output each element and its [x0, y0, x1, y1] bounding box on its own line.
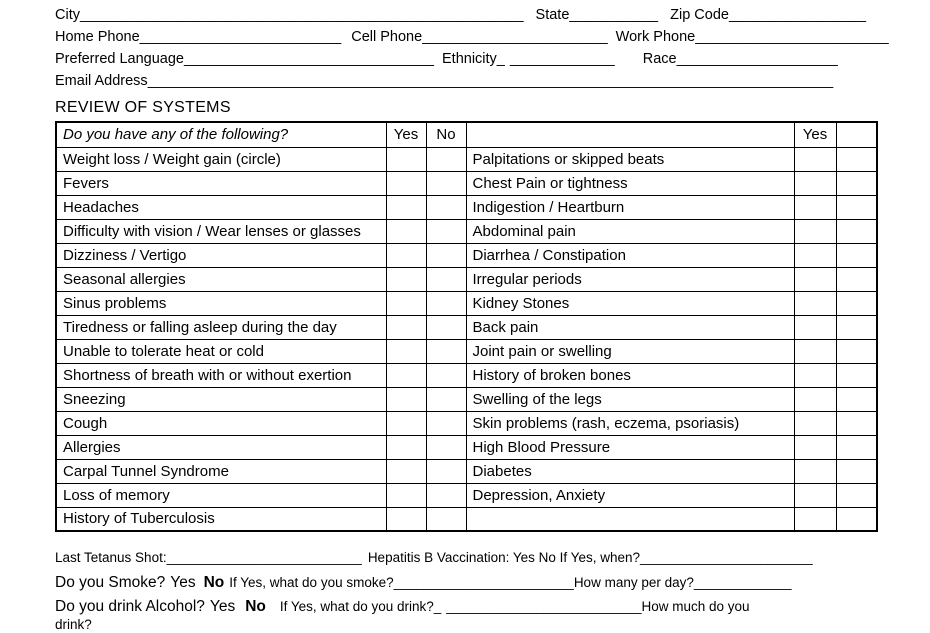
yes-cell-left[interactable]	[386, 315, 426, 339]
table-question: Do you have any of the following?	[56, 122, 386, 147]
yes-cell-right[interactable]	[794, 291, 836, 315]
table-row	[56, 411, 877, 435]
symptom-label-left: Sneezing	[56, 387, 386, 411]
symptom-label-right: Swelling of the legs	[466, 387, 794, 411]
no-cell-left[interactable]	[426, 267, 466, 291]
symptom-label-left: Unable to tolerate heat or cold	[56, 339, 386, 363]
contact-line-email	[55, 70, 876, 92]
smoke-question-label: Do you Smoke?	[55, 574, 166, 591]
yes-cell-left[interactable]	[386, 267, 426, 291]
preferred-language-label: Preferred Language	[55, 51, 184, 67]
no-cell-left[interactable]	[426, 363, 466, 387]
smoke-no-option[interactable]: No	[203, 574, 225, 591]
tetanus-hepatitis-line	[55, 549, 876, 566]
table-row	[56, 435, 877, 459]
yes-column-header-left: Yes	[386, 122, 426, 147]
no-cell-left[interactable]	[426, 483, 466, 507]
symptom-label-left: Carpal Tunnel Syndrome	[56, 459, 386, 483]
no-cell-right[interactable]	[836, 363, 877, 387]
city-label: City	[55, 7, 80, 23]
yes-cell-right[interactable]	[794, 459, 836, 483]
no-cell-right[interactable]	[836, 435, 877, 459]
symptom-label-left: Seasonal allergies	[56, 267, 386, 291]
symptom-label-left: Cough	[56, 411, 386, 435]
home-phone-label: Home Phone	[55, 29, 140, 45]
symptom-label-right: Kidney Stones	[466, 291, 794, 315]
no-cell-right[interactable]	[836, 387, 877, 411]
section-title-review-of-systems: REVIEW OF SYSTEMS	[55, 99, 231, 116]
yes-cell-left[interactable]	[386, 483, 426, 507]
no-cell-left[interactable]	[426, 315, 466, 339]
yes-cell-right[interactable]	[794, 219, 836, 243]
cell-phone-label: Cell Phone	[351, 29, 423, 45]
yes-cell-right[interactable]	[794, 147, 836, 171]
table-row	[56, 267, 877, 291]
no-cell-right[interactable]	[836, 171, 877, 195]
no-cell-left[interactable]	[426, 387, 466, 411]
zip-code-label: Zip Code	[670, 7, 729, 23]
symptom-label-right: Palpitations or skipped beats	[466, 147, 794, 171]
yes-cell-right[interactable]	[794, 483, 836, 507]
symptom-label-left: Weight loss / Weight gain (circle)	[56, 147, 386, 171]
zip-code-blank[interactable]: _________________	[728, 7, 867, 23]
no-cell-right[interactable]	[836, 219, 877, 243]
symptom-label-right: Diarrhea / Constipation	[466, 243, 794, 267]
no-cell-left[interactable]	[426, 411, 466, 435]
symptom-label-left: History of Tuberculosis	[56, 507, 386, 531]
no-cell-right[interactable]	[836, 243, 877, 267]
city-blank[interactable]: _______________________________________________________	[79, 7, 524, 23]
yes-cell-left[interactable]	[386, 195, 426, 219]
smoke-what-blank[interactable]: ________________________	[393, 575, 574, 590]
symptom-label-left: Headaches	[56, 195, 386, 219]
yes-cell-left[interactable]	[386, 435, 426, 459]
symptom-label-right: Skin problems (rash, eczema, psoriasis)	[466, 411, 794, 435]
how-much-label: How much do you	[641, 599, 750, 614]
table-row	[56, 459, 877, 483]
alcohol-question-label: Do you drink Alcohol?	[55, 598, 205, 615]
table-row	[56, 243, 877, 267]
no-cell-right[interactable]	[836, 267, 877, 291]
cell-phone-blank[interactable]: _______________________	[422, 29, 608, 45]
yes-cell-left[interactable]	[386, 459, 426, 483]
race-blank[interactable]: ____________________	[676, 51, 838, 67]
yes-cell-right[interactable]	[794, 339, 836, 363]
yes-cell-right[interactable]	[794, 435, 836, 459]
state-blank[interactable]: ___________	[569, 7, 659, 23]
contact-line-phones	[55, 26, 889, 48]
tetanus-blank[interactable]: __________________________	[166, 550, 362, 565]
no-cell-right[interactable]	[836, 291, 877, 315]
work-phone-label: Work Phone	[615, 29, 696, 45]
per-day-blank[interactable]: _____________	[693, 575, 792, 590]
yes-column-header-right: Yes	[794, 122, 836, 147]
table-row	[56, 315, 877, 339]
yes-cell-left[interactable]	[386, 411, 426, 435]
how-much-cutoff-text: drink?	[55, 617, 92, 632]
table-row	[56, 291, 877, 315]
home-phone-blank[interactable]: _________________________	[139, 29, 342, 45]
table-row	[56, 483, 877, 507]
yes-cell-left[interactable]	[386, 219, 426, 243]
table-row	[56, 339, 877, 363]
symptom-label-left: Tiredness or falling asleep during the day	[56, 315, 386, 339]
smoke-yes-option[interactable]: Yes	[170, 574, 196, 591]
table-row	[56, 387, 877, 411]
alcohol-question-line	[55, 597, 876, 616]
no-cell-left[interactable]	[426, 507, 466, 531]
no-cell-left[interactable]	[426, 195, 466, 219]
no-cell-left[interactable]	[426, 243, 466, 267]
no-cell-right[interactable]	[836, 483, 877, 507]
table-header-row	[56, 122, 877, 147]
yes-cell-right[interactable]	[794, 267, 836, 291]
no-cell-left[interactable]	[426, 147, 466, 171]
symptom-label-right: Irregular periods	[466, 267, 794, 291]
yes-cell-right[interactable]	[794, 387, 836, 411]
hepatitis-when-blank[interactable]: _______________________	[640, 550, 813, 565]
symptom-label-left: Loss of memory	[56, 483, 386, 507]
table-row	[56, 219, 877, 243]
right-section-header	[466, 122, 794, 147]
no-cell-left[interactable]	[426, 171, 466, 195]
yes-cell-left[interactable]	[386, 339, 426, 363]
symptom-label-left: Fevers	[56, 171, 386, 195]
alcohol-what-blank[interactable]: __________________________	[446, 599, 642, 614]
yes-cell-right[interactable]	[794, 315, 836, 339]
alcohol-if-yes-label: If Yes, what do you drink?_	[279, 599, 442, 614]
yes-cell-right[interactable]	[794, 363, 836, 387]
contact-line-language-ethnicity-race	[55, 48, 876, 70]
review-of-systems-table	[55, 121, 878, 532]
symptom-label-left: Difficulty with vision / Wear lenses or glasses	[56, 219, 386, 243]
race-label: Race	[642, 51, 677, 67]
email-blank[interactable]: _____________________________________________________________________________________	[147, 73, 834, 89]
table-row	[56, 195, 877, 219]
symptom-label-right	[466, 507, 794, 531]
yes-cell-left[interactable]	[386, 243, 426, 267]
symptom-label-right: Indigestion / Heartburn	[466, 195, 794, 219]
symptom-label-left: Allergies	[56, 435, 386, 459]
table-row	[56, 507, 877, 531]
no-cell-left[interactable]	[426, 291, 466, 315]
email-label: Email Address	[55, 73, 148, 89]
hepatitis-text: Hepatitis B Vaccination: Yes No If Yes, when?	[367, 550, 640, 565]
yes-cell-left[interactable]	[386, 387, 426, 411]
ethnicity-blank[interactable]: _____________	[509, 51, 615, 67]
table-row	[56, 171, 877, 195]
contact-line-city-state-zip	[55, 4, 876, 26]
yes-cell-left[interactable]	[386, 363, 426, 387]
symptom-label-right: High Blood Pressure	[466, 435, 794, 459]
symptom-label-right: Depression, Anxiety	[466, 483, 794, 507]
yes-cell-right[interactable]	[794, 507, 836, 531]
tetanus-label: Last Tetanus Shot:	[55, 550, 167, 565]
no-cell-left[interactable]	[426, 339, 466, 363]
yes-cell-right[interactable]	[794, 195, 836, 219]
symptom-label-right: Diabetes	[466, 459, 794, 483]
no-cell-left[interactable]	[426, 459, 466, 483]
table-row	[56, 147, 877, 171]
ethnicity-label: Ethnicity_	[442, 51, 505, 67]
table-row	[56, 363, 877, 387]
state-label: State	[535, 7, 570, 23]
yes-cell-left[interactable]	[386, 507, 426, 531]
smoke-if-yes-label: If Yes, what do you smoke?	[229, 575, 394, 590]
no-cell-right[interactable]	[836, 411, 877, 435]
symptom-label-left: Shortness of breath with or without exertion	[56, 363, 386, 387]
yes-cell-left[interactable]	[386, 171, 426, 195]
review-table-body	[56, 147, 877, 531]
symptom-label-right: Joint pain or swelling	[466, 339, 794, 363]
no-cell-left[interactable]	[426, 219, 466, 243]
symptom-label-left: Dizziness / Vertigo	[56, 243, 386, 267]
symptom-label-left: Sinus problems	[56, 291, 386, 315]
no-cell-right[interactable]	[836, 147, 877, 171]
no-column-header-left: No	[426, 122, 466, 147]
per-day-label: How many per day?	[573, 575, 694, 590]
yes-cell-right[interactable]	[794, 171, 836, 195]
no-cell-left[interactable]	[426, 435, 466, 459]
alcohol-yes-option[interactable]: Yes	[209, 598, 236, 615]
no-column-header-right	[836, 122, 877, 147]
no-cell-right[interactable]	[836, 507, 877, 531]
alcohol-no-option[interactable]: No	[245, 598, 266, 615]
alcohol-question-continuation	[55, 616, 876, 633]
work-phone-blank[interactable]: ________________________	[695, 29, 889, 45]
symptom-label-right: History of broken bones	[466, 363, 794, 387]
symptom-label-right: Chest Pain or tightness	[466, 171, 794, 195]
yes-cell-left[interactable]	[386, 291, 426, 315]
symptom-label-right: Abdominal pain	[466, 219, 794, 243]
no-cell-right[interactable]	[836, 459, 877, 483]
symptom-label-right: Back pain	[466, 315, 794, 339]
yes-cell-left[interactable]	[386, 147, 426, 171]
smoke-question-line	[55, 573, 876, 592]
yes-cell-right[interactable]	[794, 411, 836, 435]
yes-cell-right[interactable]	[794, 243, 836, 267]
no-cell-right[interactable]	[836, 315, 877, 339]
no-cell-right[interactable]	[836, 195, 877, 219]
no-cell-right[interactable]	[836, 339, 877, 363]
preferred-language-blank[interactable]: _______________________________	[184, 51, 434, 67]
